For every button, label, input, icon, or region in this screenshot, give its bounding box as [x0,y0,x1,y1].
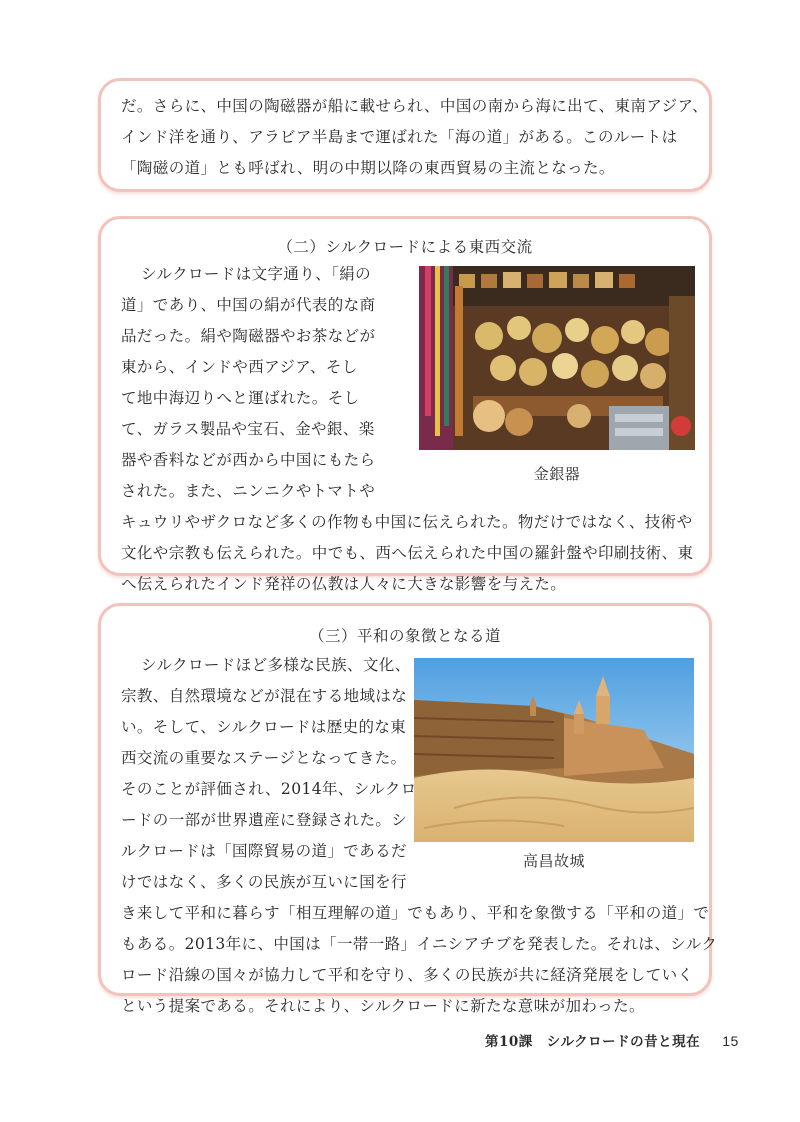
photo-caption: 高昌故城 [522,852,585,870]
sea-route-paragraph [121,91,708,184]
section-heading: （三）平和の象徴となる道 [308,627,501,645]
peace-paragraph [121,650,717,1022]
lesson-title: 第10課 シルクロードの昔と現在 [485,1034,701,1050]
text-line: キュウリやザクロなど多くの作物も中国に伝えられた。物だけではなく、技術や [121,513,693,531]
text-line: ロード沿線の国々が協力して平和を守り、多くの民族が共に経済発展をしていく [121,966,694,984]
text-line: だ。さらに、中国の陶磁器が船に載せられ、中国の南から海に出て、東南アジア、 [121,97,709,115]
text-line: ードの一部が世界遺産に登録された。シ [121,811,408,829]
exchange-paragraph [121,259,693,600]
text-line: インド洋を通り、アラビア半島まで運ばれた「海の道」がある。このルートは [121,128,678,146]
text-line: シルクロードは文字通り、「絹の [141,265,372,283]
text-line: シルクロードほど多様な民族、文化、 [141,656,411,674]
photo-caption: 金銀器 [533,465,581,483]
text-line: もある。2013年に、中国は「一帯一路」イニシアチブを発表した。それは、シルク [121,935,718,953]
text-line: された。また、ニンニクやトマトや [121,482,376,500]
text-line: い。そして、シルクロードは歴史的な東 [121,718,407,736]
text-line: 文化や宗教も伝えられた。中でも、西へ伝えられた中国の羅針盤や印刷技術、東 [121,544,694,562]
text-box-sea-route [98,78,712,192]
text-line: へ伝えられたインド発祥の仏教は人々に大きな影響を与えた。 [121,575,567,593]
text-line: 道」であり、中国の絹が代表的な商 [121,296,376,314]
text-line: けではなく、多くの民族が互いに国を行 [121,873,407,891]
text-line: 品だった。絹や陶磁器やお茶などが [121,327,376,345]
text-line: ルクロードは「国際貿易の道」であるだ [121,842,407,860]
section-peace-symbol [98,603,718,1015]
text-line: き来して平和に暮らす「相互理解の道」でもあり、平和を象徴する「平和の道」で [121,904,710,922]
text-line: そのことが評価され、2014年、シルクロ [121,780,417,798]
text-line: て地中海辺りへと運ばれた。そし [121,389,360,407]
section-heading: （二）シルクロードによる東西交流 [277,238,533,256]
section-east-west-exchange [98,216,712,593]
text-line: 西交流の重要なステージとなってきた。 [121,749,407,767]
page-number: 15 [722,1033,739,1049]
text-line: 東から、インドや西アジア、そし [121,358,358,376]
text-line: 「陶磁の道」とも呼ばれ、明の中期以降の東西貿易の主流となった。 [121,159,615,177]
text-line: て、ガラス製品や宝石、金や銀、楽 [121,420,375,438]
text-line: 宗教、自然環境などが混在する地域はな [121,687,408,705]
page-footer [485,1030,739,1050]
text-line: という提案である。それにより、シルクロードに新たな意味が加わった。 [121,997,645,1015]
text-line: 器や香料などが西から中国にもたら [121,451,376,469]
